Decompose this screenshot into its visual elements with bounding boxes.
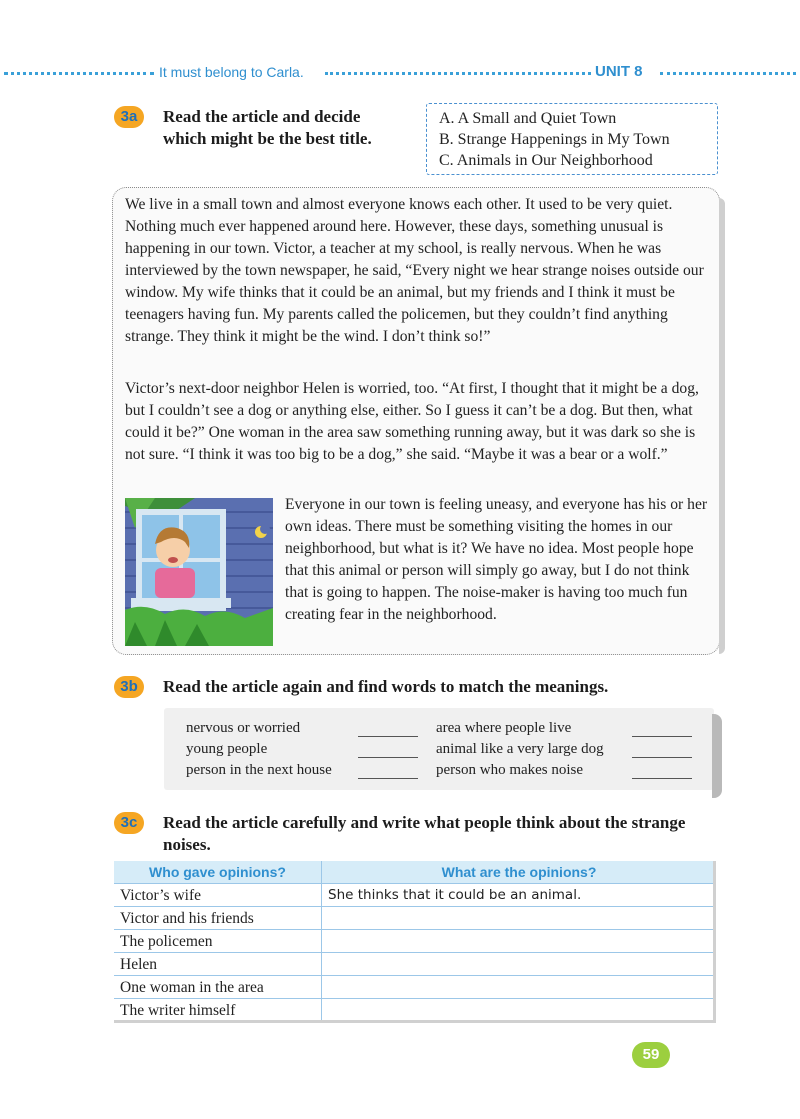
answer-blank-right-3[interactable] xyxy=(632,778,692,779)
badge-3a: 3a xyxy=(114,106,144,128)
meaning-right-2: animal like a very large dog xyxy=(436,741,604,757)
row-person: One woman in the area xyxy=(114,976,322,999)
unit-label: UNIT 8 xyxy=(595,63,643,80)
article-paragraph-1: We live in a small town and almost everyone knows each other. It used to be very quiet. Nothing much ever happened around here. However, these days, something unusual is happening in our town. Victor, a teacher at my school, is really nervous. When he was interviewed by the town newspaper, he said, “Every night we hear strange noises outside our window. My wife thinks that it could be an animal, but my friends and I think it must be teenagers having fun. My parents called the policemen, but they couldn’t find anything strange. They think it might be the wind. I don’t think so!” xyxy=(125,196,704,345)
instruction-3a-line1: Read the article and decide xyxy=(163,107,361,126)
article-paragraph-3: Everyone in our town is feeling uneasy, and everyone has his or her own ideas. There must be something visiting the homes in our neighborhood, but what is it? We have no idea. Most people hope that this animal or person will simply go away, but I do not think that is going to happen. The noise-maker is having too much fun creating fear in the neighborhood. xyxy=(285,496,708,623)
answer-blank-right-2[interactable] xyxy=(632,757,692,758)
article-paragraph-2: Victor’s next-door neighbor Helen is worried, too. “At first, I thought that it might be a dog, but I couldn’t see a dog or anything else, either. So I guess it can’t be a dog. But then, what could it be?” One woman in the area saw something running away, but it was dark so she is not sure. “I think it was too big to be a dog,” she said. “Maybe it was a bear or a wolf.” xyxy=(125,380,699,463)
instruction-3a-line2: which might be the best title. xyxy=(163,129,372,148)
table-row xyxy=(114,884,716,907)
row-opinion[interactable] xyxy=(322,999,716,1022)
meaning-left-2: young people xyxy=(186,741,268,757)
instruction-3a xyxy=(163,106,372,150)
row-person: Victor and his friends xyxy=(114,907,322,930)
page-number: 59 xyxy=(632,1042,670,1068)
row-opinion[interactable]: She thinks that it could be an animal. xyxy=(328,887,582,903)
table-row xyxy=(114,976,716,999)
row-person: Victor’s wife xyxy=(114,884,322,907)
answer-blank-left-2[interactable] xyxy=(358,757,418,758)
meaning-left-1: nervous or worried xyxy=(186,720,301,736)
badge-3c: 3c xyxy=(114,812,144,834)
title-options-box xyxy=(426,103,718,175)
header-dots-right xyxy=(660,72,796,75)
meaning-left-3: person in the next house xyxy=(186,762,332,778)
table-row xyxy=(114,930,716,953)
answer-blank-right-1[interactable] xyxy=(632,736,692,737)
table-row xyxy=(114,907,716,930)
lesson-title: It must belong to Carla. xyxy=(159,64,304,80)
table-row xyxy=(114,999,716,1022)
row-person: The policemen xyxy=(114,930,322,953)
meaning-right-1: area where people live xyxy=(436,720,572,736)
window-girl-illustration xyxy=(125,498,273,646)
option-a[interactable]: A. A Small and Quiet Town xyxy=(439,110,617,127)
header-dots-left xyxy=(4,72,154,75)
row-opinion[interactable] xyxy=(322,953,716,976)
row-person: The writer himself xyxy=(114,999,322,1022)
option-b[interactable]: B. Strange Happenings in My Town xyxy=(439,131,670,148)
article-box xyxy=(112,187,720,655)
instruction-3c-line2: noises. xyxy=(163,835,211,854)
page-header xyxy=(0,62,800,84)
meaning-right-3: person who makes noise xyxy=(436,762,584,778)
option-c[interactable]: C. Animals in Our Neighborhood xyxy=(439,152,653,169)
table-header-row xyxy=(114,861,716,884)
answer-blank-left-3[interactable] xyxy=(358,778,418,779)
table-row xyxy=(114,953,716,976)
word-match-box xyxy=(164,708,714,790)
row-opinion[interactable] xyxy=(322,930,716,953)
header-opinions: What are the opinions? xyxy=(441,864,597,880)
article-shadow xyxy=(719,198,725,654)
badge-3b: 3b xyxy=(114,676,144,698)
row-opinion[interactable] xyxy=(322,976,716,999)
instruction-3c-line1: Read the article carefully and write what people think about the strange xyxy=(163,813,686,832)
instruction-3b: Read the article again and find words to match the meanings. xyxy=(163,677,609,696)
row-opinion[interactable] xyxy=(322,907,716,930)
opinions-table xyxy=(114,861,716,1022)
answer-blank-left-1[interactable] xyxy=(358,736,418,737)
word-match-box-shadow xyxy=(712,714,722,798)
header-dots-middle xyxy=(325,72,591,75)
header-who: Who gave opinions? xyxy=(114,861,322,884)
row-person: Helen xyxy=(114,953,322,976)
instruction-3c xyxy=(163,812,685,856)
